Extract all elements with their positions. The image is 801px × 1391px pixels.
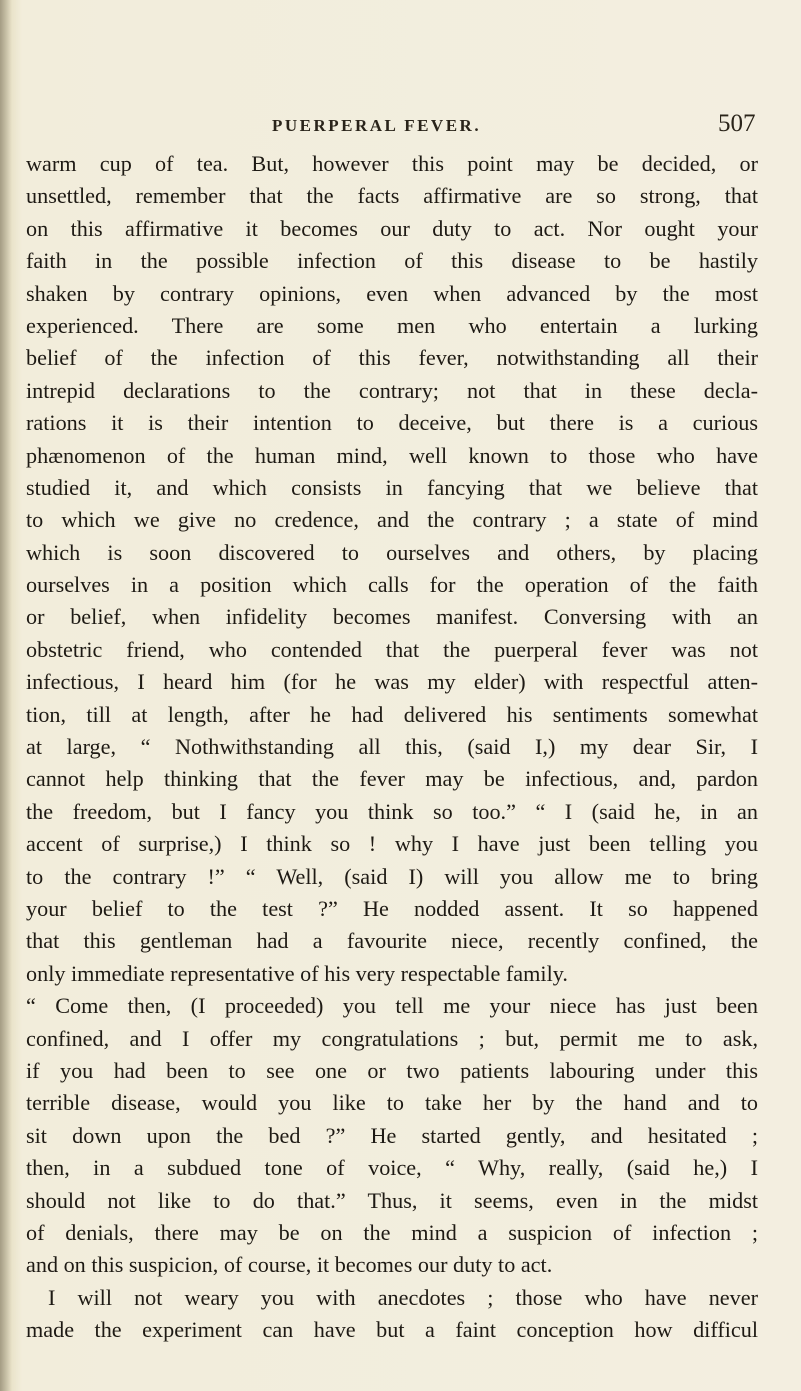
text-line: and on this suspicion, of course, it becomes our duty to act. [26,1252,553,1278]
text-line: of denials, there may be on the mind a suspicion of infection ; [26,1219,758,1245]
text-line: phænomenon of the human mind, well known to those who have [26,442,758,468]
text-line: cannot help thinking that the fever may be infectious, and, pardon [26,766,758,792]
running-head: PUERPERAL FEVER. [272,116,482,135]
text-line: obstetric friend, who contended that the puerperal fever was not [26,636,758,662]
text-line: shaken by contrary opinions, even when advanced by the most [26,280,758,306]
text-line: warm cup of tea. But, however this point may be decided, or [26,151,758,176]
page-header [0,110,801,140]
text-line: or belief, when infidelity becomes manifest. Conversing with an [26,604,758,630]
text-line: tion, till at length, after he had delivered his sentiments somewhat [26,701,758,727]
text-line: which is soon discovered to ourselves and others, by placing [26,539,758,565]
text-line: belief of the infection of this fever, notwithstanding all their [26,345,758,371]
text-line: sit down upon the bed ?” He started gently, and hesitated ; [26,1122,758,1148]
text-line: unsettled, remember that the facts affirmative are so strong, that [26,183,758,209]
page-number: 507 [718,110,756,137]
text-line: infectious, I heard him (for he was my elder) with respectful atten- [26,669,758,695]
text-line: I will not weary you with anecdotes ; those who have never [48,1284,758,1310]
text-line: made the experiment can have but a faint conception how difficul [26,1317,758,1343]
text-line: rations it is their intention to deceive, but there is a curious [26,410,758,436]
text-line: experienced. There are some men who entertain a lurking [26,312,758,338]
text-line: studied it, and which consists in fancying that we believe that [26,474,758,500]
text-line: only immediate representative of his very respectable family. [26,960,568,986]
text-line: intrepid declarations to the contrary; not that in these decla- [26,377,758,403]
text-line: your belief to the test ?” He nodded assent. It so happened [26,895,758,921]
text-line: terrible disease, would you like to take her by the hand and to [26,1090,758,1116]
gutter-shadow [0,0,12,1391]
text-line: faith in the possible infection of this disease to be hastily [26,248,758,274]
text-line: to the contrary !” “ Well, (said I) will you allow me to bring [26,863,758,889]
text-line: should not like to do that.” Thus, it seems, even in the midst [26,1187,758,1213]
text-line: “ Come then, (I proceeded) you tell me your niece has just been [26,993,758,1019]
text-line: at large, “ Nothwithstanding all this, (said I,) my dear Sir, I [26,734,758,760]
text-line: if you had been to see one or two patients labouring under this [26,1057,758,1083]
text-line: on this affirmative it becomes our duty to act. Nor ought your [26,215,758,241]
text-line: then, in a subdued tone of voice, “ Why, really, (said he,) I [26,1155,758,1181]
text-line: the freedom, but I fancy you think so too.” “ I (said he, in an [26,798,758,824]
body-text [26,148,786,1346]
text-line: confined, and I offer my congratulations ; but, permit me to ask, [26,1025,758,1051]
text-line: accent of surprise,) I think so ! why I have just been telling you [26,831,758,857]
text-line: ourselves in a position which calls for the operation of the faith [26,572,758,598]
text-line: to which we give no credence, and the contrary ; a state of mind [26,507,758,533]
text-line: that this gentleman had a favourite niece, recently confined, the [26,928,758,954]
